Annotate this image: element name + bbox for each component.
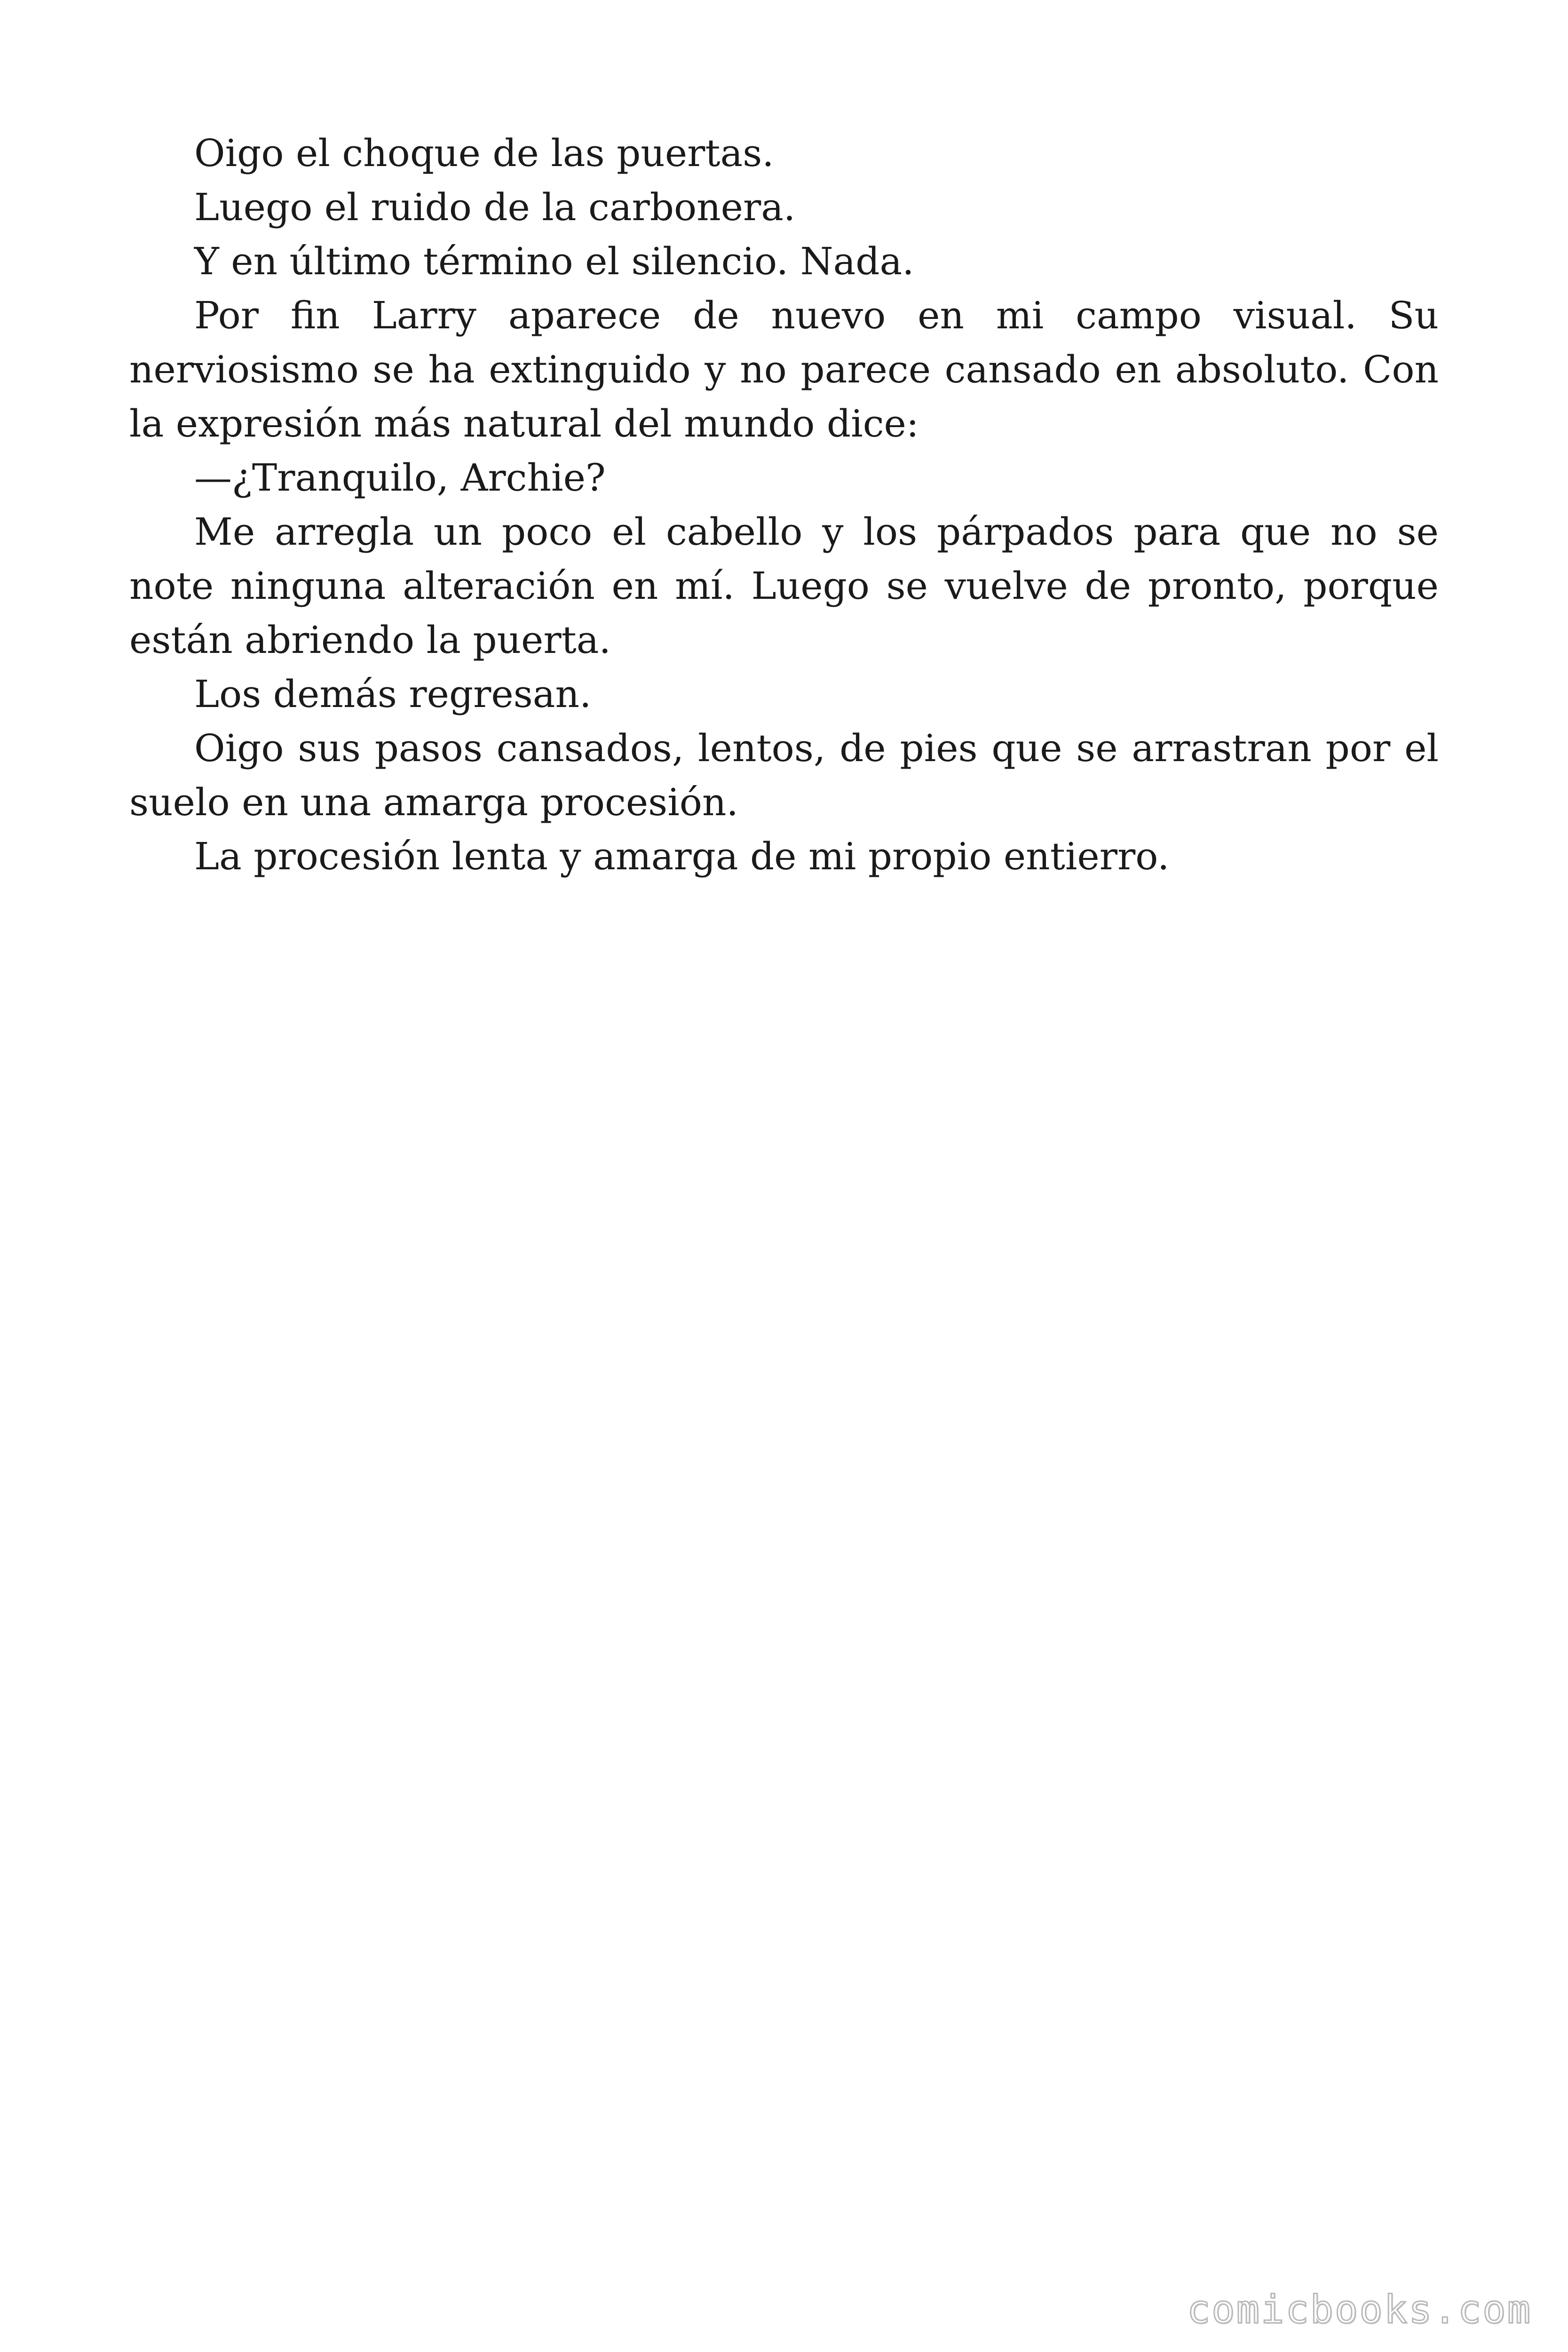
paragraph: Los demás regresan. [194,672,592,716]
paragraph: Oigo sus pasos cansados, lentos, de pies que se arrastran por el suelo en una amarga procesión. [129,726,1439,824]
body-text [129,126,1439,883]
paragraph: La procesión lenta y amarga de mi propio entierro. [194,834,1170,878]
paragraph: Por fin Larry aparece de nuevo en mi campo visual. Su nerviosismo se ha extinguido y no parece cansado en absoluto. Con la expresión más natural del mundo dice: [129,294,1439,445]
paragraph: Oigo el choque de las puertas. [194,131,774,175]
paragraph: Y en último término el silencio. Nada. [194,239,914,283]
paragraph: —¿Tranquilo, Archie? [194,456,606,500]
watermark: comicbooks.com [1187,2288,1532,2332]
paragraph: Luego el ruido de la carbonera. [194,185,796,229]
paragraph: Me arregla un poco el cabello y los párpados para que no se note ninguna alteración en mí. Luego se vuelve de pronto, porque están abriendo la puerta. [129,510,1439,662]
